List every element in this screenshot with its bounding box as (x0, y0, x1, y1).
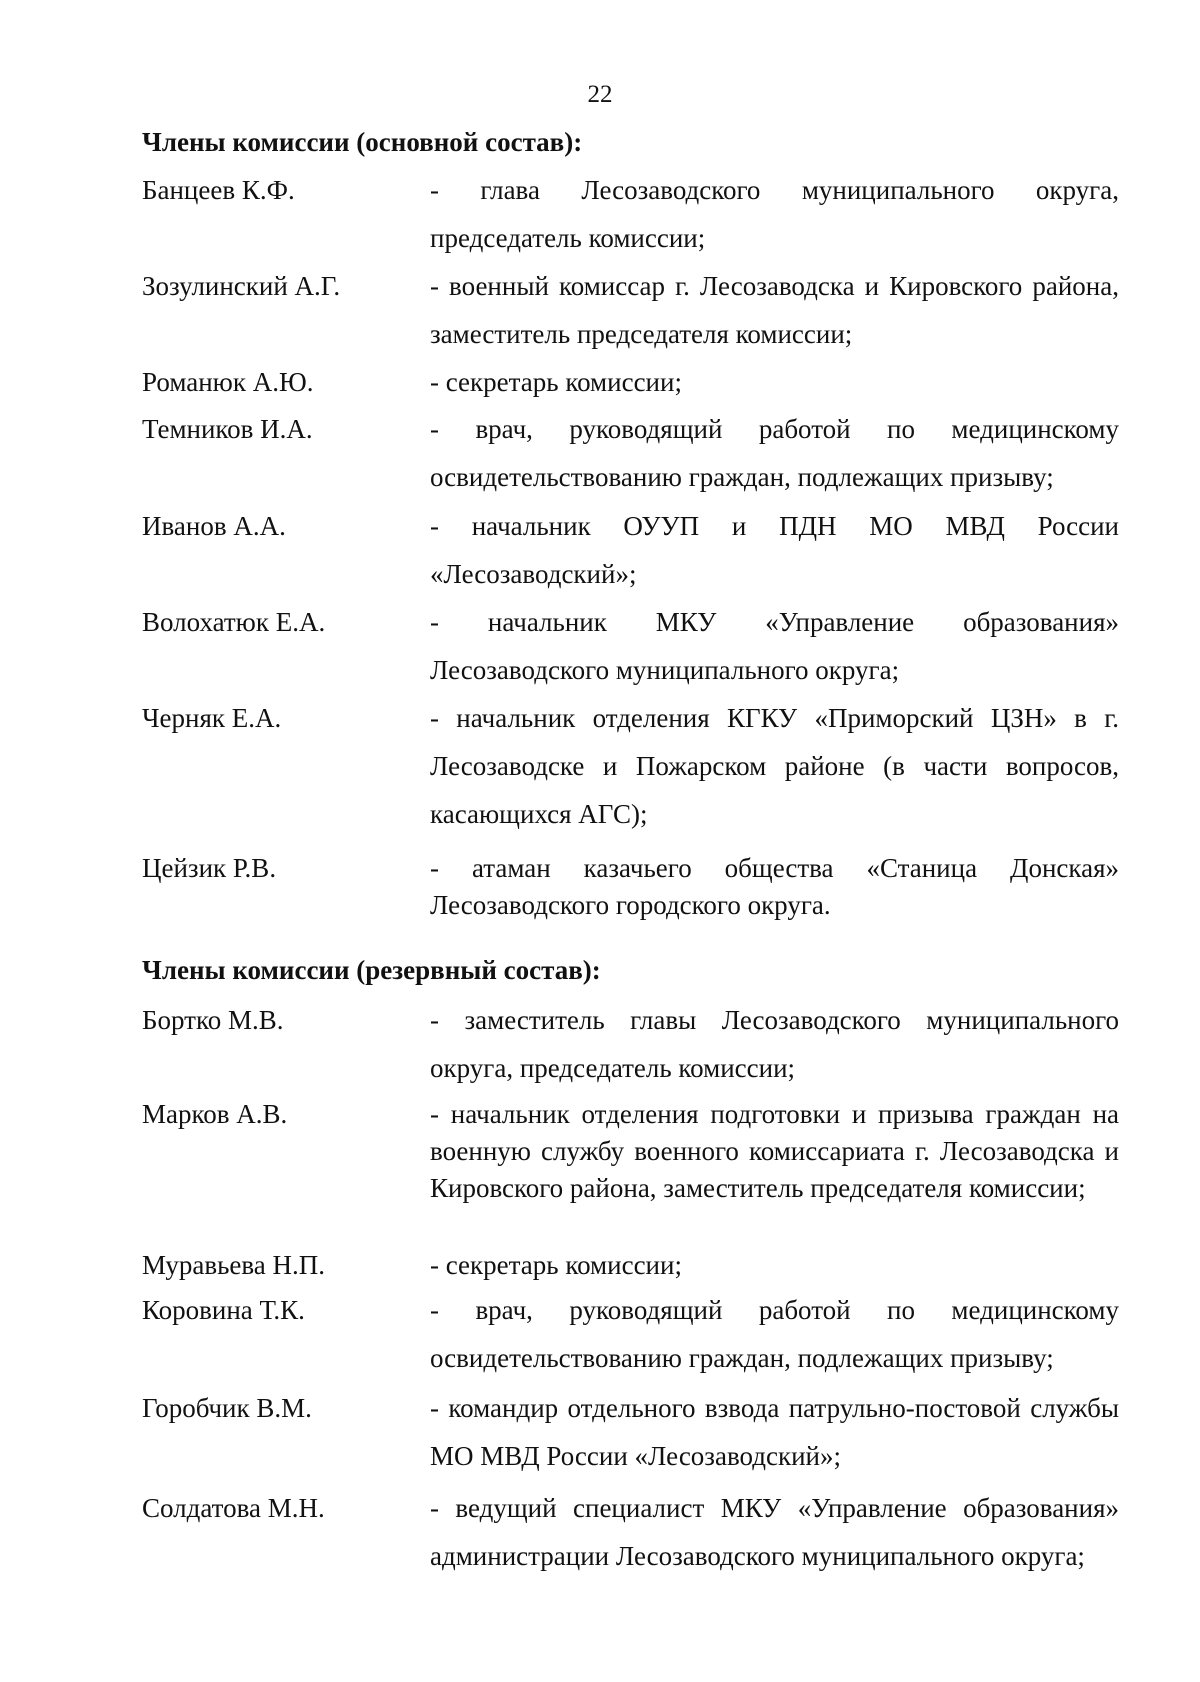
member-role: - секретарь комиссии; (430, 367, 682, 397)
member-role: - глава Лесозаводского муниципального округа, председатель комиссии; (430, 175, 1119, 253)
member-name: Муравьева Н.П. (142, 1250, 325, 1280)
member-name: Коровина Т.К. (142, 1295, 305, 1325)
member-role: - начальник МКУ «Управление образования» Лесозаводского муниципального округа; (430, 607, 1119, 685)
member-role: - атаман казачьего общества «Станица Донская» Лесозаводского городского округа. (430, 853, 1119, 920)
member-name: Горобчик В.М. (142, 1393, 312, 1423)
member-name: Солдатова М.Н. (142, 1493, 325, 1523)
member-name: Волохатюк Е.А. (142, 607, 326, 637)
member-role: - начальник ОУУП и ПДН МО МВД России «Лесозаводский»; (430, 511, 1119, 589)
member-name: Черняк Е.А. (142, 703, 282, 733)
main-composition-heading: Члены комиссии (основной состав): (142, 127, 583, 157)
member-name: Бортко М.В. (142, 1005, 284, 1035)
member-role: - военный комиссар г. Лесозаводска и Кировского района, заместитель председателя комиссии; (430, 271, 1119, 349)
member-name: Цейзик Р.В. (142, 853, 277, 883)
member-role: - врач, руководящий работой по медицинскому освидетельствованию граждан, подлежащих призыву; (430, 414, 1119, 492)
reserve-composition-heading: Члены комиссии (резервный состав): (142, 955, 601, 985)
member-name: Романюк А.Ю. (142, 367, 314, 397)
member-role: - начальник отделения подготовки и призыва граждан на военную службу военного комиссариата г. Лесозаводска и Кировского района, заместитель председателя комиссии; (430, 1099, 1119, 1203)
member-name: Банцеев К.Ф. (142, 175, 295, 205)
member-name: Зозулинский А.Г. (142, 271, 341, 301)
member-role: - врач, руководящий работой по медицинскому освидетельствованию граждан, подлежащих призыву; (430, 1295, 1119, 1373)
member-role: - командир отдельного взвода патрульно-постовой службы МО МВД России «Лесозаводский»; (430, 1393, 1119, 1471)
member-role: - ведущий специалист МКУ «Управление образования» администрации Лесозаводского муниципального округа; (430, 1493, 1119, 1571)
member-role: - начальник отделения КГКУ «Приморский ЦЗН» в г. Лесозаводске и Пожарском районе (в части вопросов, касающихся АГС); (430, 703, 1119, 829)
member-role: - заместитель главы Лесозаводского муниципального округа, председатель комиссии; (430, 1005, 1119, 1083)
member-name: Иванов А.А. (142, 511, 286, 541)
member-name: Темников И.А. (142, 414, 313, 444)
member-name: Марков А.В. (142, 1099, 288, 1129)
page-number: 22 (587, 81, 613, 108)
member-role: - секретарь комиссии; (430, 1250, 682, 1280)
